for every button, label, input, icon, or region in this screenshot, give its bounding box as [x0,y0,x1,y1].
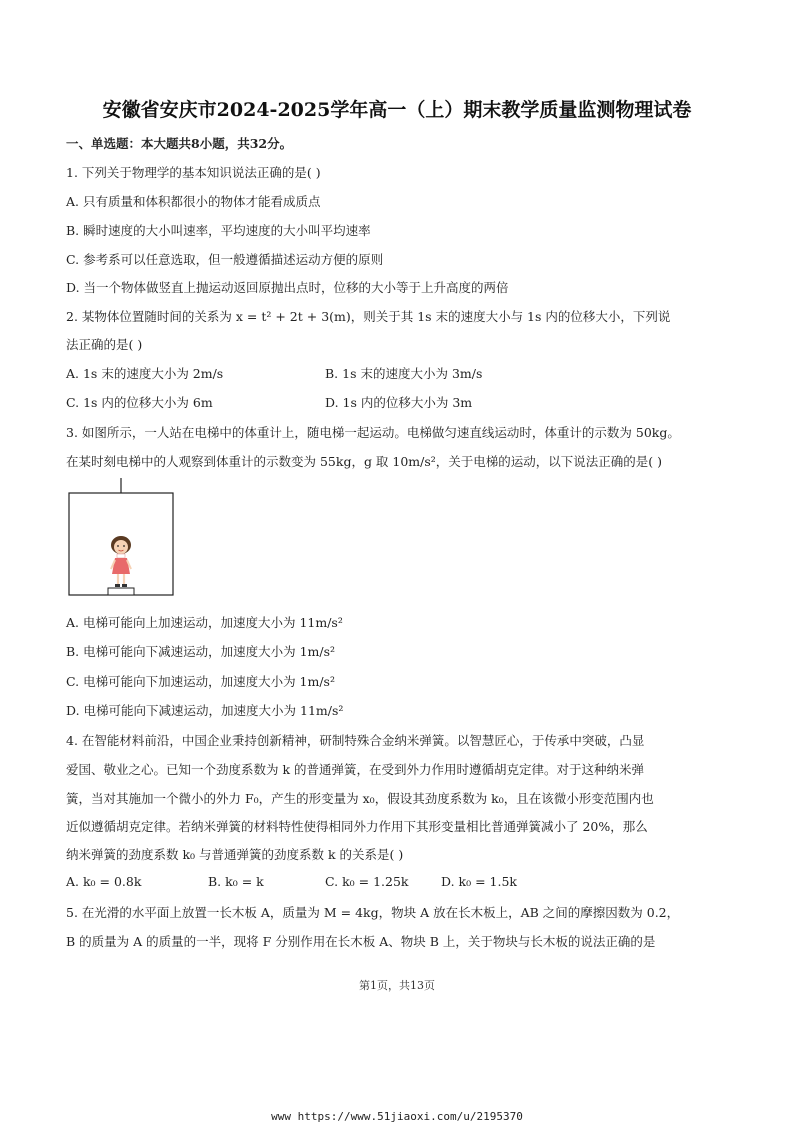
q1-stem: 1. 下列关于物理学的基本知识说法正确的是( ) [66,165,321,180]
elevator-figure [68,478,174,596]
q2-option-b: B. 1s 末的速度大小为 3m/s [325,366,483,381]
q2-option-c: C. 1s 内的位移大小为 6m [66,395,213,410]
q4-option-a: A. k₀ = 0.8k [66,874,142,889]
q3-stem-line1: 3. 如图所示，一人站在电梯中的体重计上，随电梯一起运动。电梯做匀速直线运动时，体重计的示数为 50kg。 [66,425,680,440]
q5-line2: B 的质量为 A 的质量的一半，现将 F 分别作用在长木板 A、物块 B 上，关于物块与长木板的说法正确的是 [66,934,656,949]
scale [108,588,134,595]
page-title: 安徽省安庆市2024-2025学年高一（上）期末教学质量监测物理试卷 [102,99,692,121]
q3-option-d: D. 电梯可能向下减速运动，加速度大小为 11m/s² [66,703,344,718]
q1-option-c: C. 参考系可以任意选取，但一般遵循描述运动方便的原则 [66,252,384,267]
q1-option-d: D. 当一个物体做竖直上抛运动返回原抛出点时，位移的大小等于上升高度的两倍 [66,280,509,295]
q4-option-b: B. k₀ = k [208,874,264,889]
q4-option-c: C. k₀ = 1.25k [325,874,409,889]
q3-option-c: C. 电梯可能向下加速运动，加速度大小为 1m/s² [66,674,335,689]
page-footer: 第1页，共13页 [359,979,435,992]
q4-line5: 纳米弹簧的劲度系数 k₀ 与普通弹簧的劲度系数 k 的关系是( ) [66,847,404,862]
q1-option-b: B. 瞬时速度的大小叫速率，平均速度的大小叫平均速率 [66,223,371,238]
q2-stem-line1: 2. 某物体位置随时间的关系为 x = t² + 2t + 3(m)，则关于其 1s 末的速度大小与 1s 内的位移大小，下列说 [66,309,671,324]
q2-option-a: A. 1s 末的速度大小为 2m/s [66,366,224,381]
q3-stem-line2: 在某时刻电梯中的人观察到体重计的示数变为 55kg，g 取 10m/s²，关于电梯的运动，以下说法正确的是( ) [66,454,663,469]
q1-option-a: A. 只有质量和体积都很小的物体才能看成质点 [66,194,321,209]
section-heading: 一、单选题：本大题共8小题，共32分。 [66,136,293,151]
q4-line4: 近似遵循胡克定律。若纳米弹簧的材料特性使得相同外力作用下其形变量相比普通弹簧减小了 20%，那么 [66,819,648,834]
q4-line2: 爱国、敬业之心。已知一个劲度系数为 k 的普通弹簧，在受到外力作用时遵循胡克定律。对于这种纳米弹 [66,762,645,777]
q3-option-a: A. 电梯可能向上加速运动，加速度大小为 11m/s² [66,615,343,630]
q3-option-b: B. 电梯可能向下减速运动，加速度大小为 1m/s² [66,644,336,659]
q4-line1: 4. 在智能材料前沿，中国企业秉持创新精神，研制特殊合金纳米弹簧。以智慧匠心，于传承中突破，凸显 [66,733,645,748]
watermark-url[interactable]: www https://www.51jiaoxi.com/u/2195370 [271,1110,523,1123]
q4-option-d: D. k₀ = 1.5k [441,874,517,889]
q4-line3: 簧，当对其施加一个微小的外力 F₀，产生的形变量为 x₀，假设其劲度系数为 k₀，且在该微小形变范围内也 [66,791,654,806]
person-illustration [111,536,131,587]
q5-line1: 5. 在光滑的水平面上放置一长木板 A，质量为 M = 4kg，物块 A 放在长木板上，AB 之间的摩擦因数为 0.2， [66,905,680,920]
q2-stem-line2: 法正确的是( ) [66,337,143,352]
q2-option-d: D. 1s 内的位移大小为 3m [325,395,473,410]
